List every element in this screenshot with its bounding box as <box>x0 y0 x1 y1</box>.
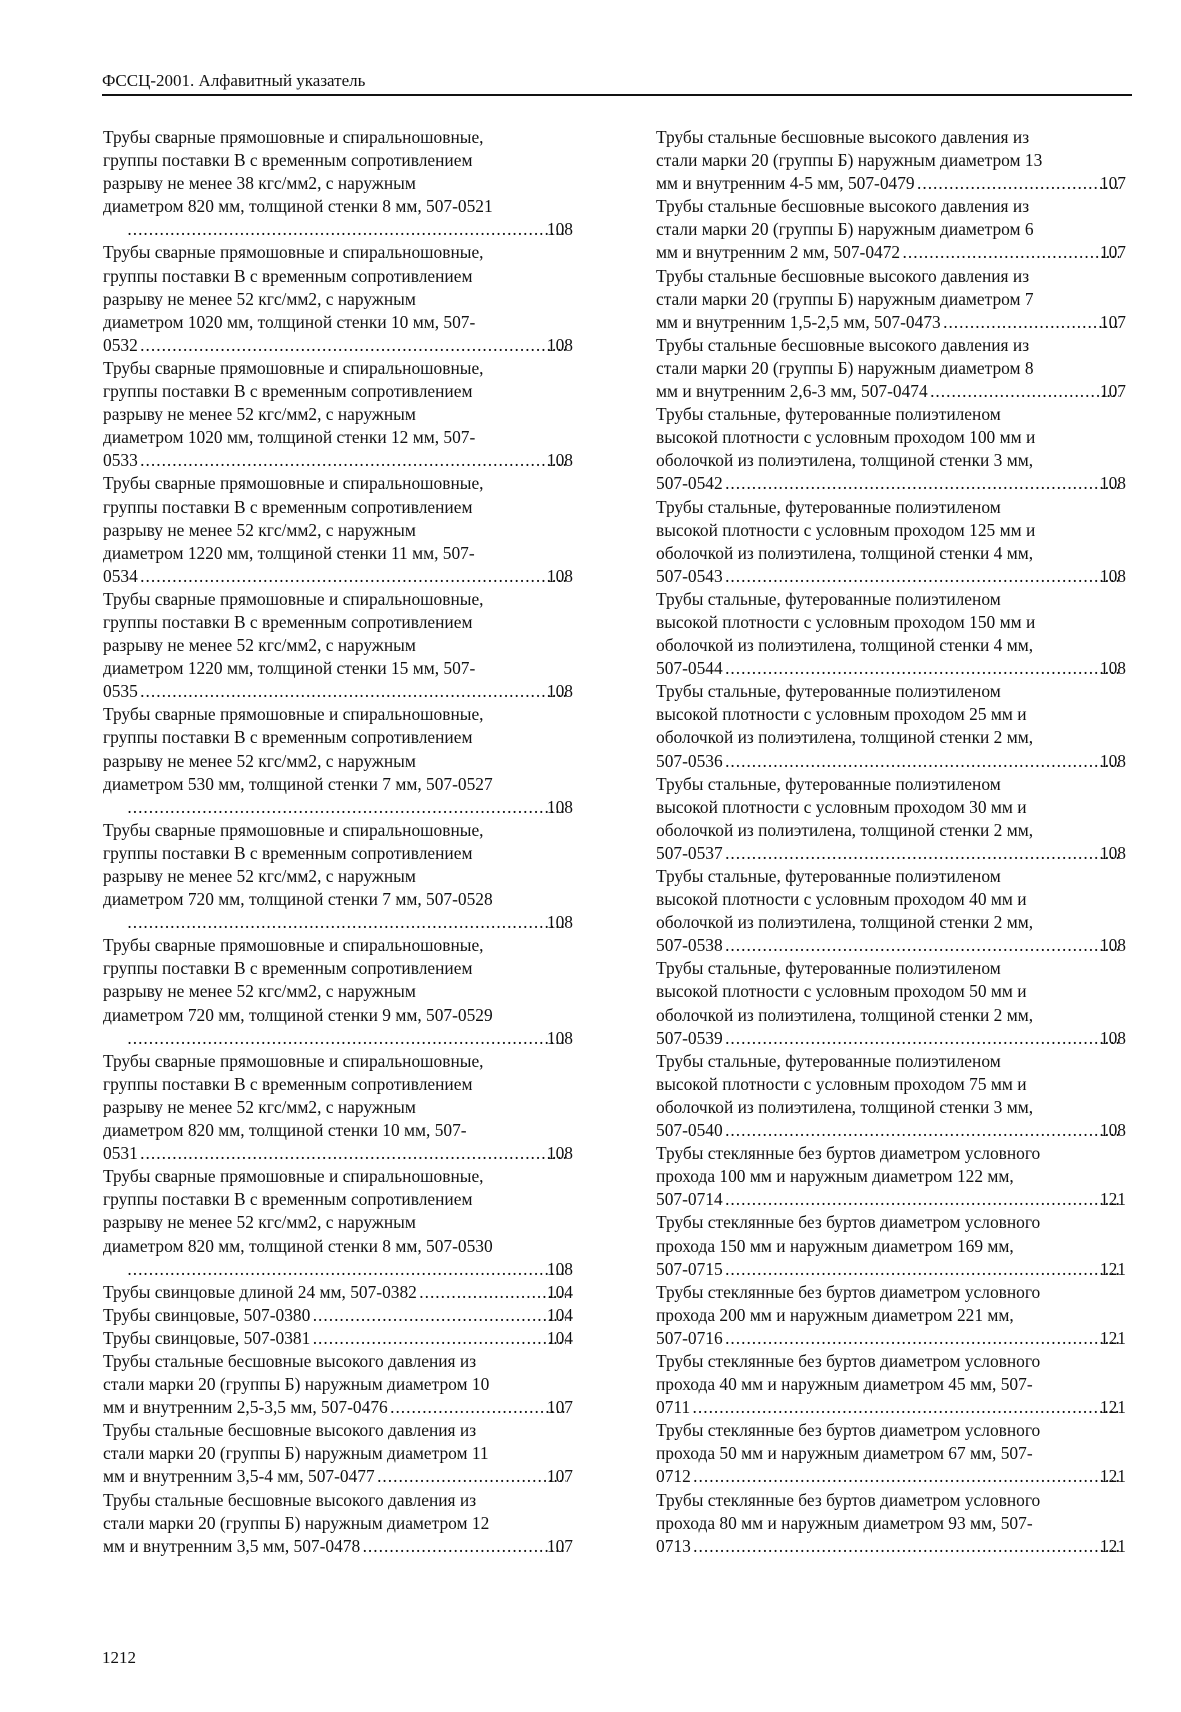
entry-tail-text: 507-0715 <box>656 1258 723 1279</box>
entry-line: прохода 80 мм и наружным диаметром 93 мм, 507- <box>656 1512 1033 1533</box>
entry-page-ref: 107 <box>546 1466 573 1487</box>
entry-line: диаметром 1220 мм, толщиной стенки 15 мм, 507- <box>103 658 476 679</box>
entry-tail-text: мм и внутренним 4-5 мм, 507-0479 <box>656 173 915 194</box>
entry-line: Трубы стальные бесшовные высокого давления из <box>656 196 1030 217</box>
dot-leader <box>363 1535 566 1558</box>
dot-leader <box>693 1396 1119 1419</box>
entry-page-ref: 108 <box>1099 935 1126 956</box>
index-entry <box>103 1050 573 1165</box>
entry-tail-text: мм и внутренним 3,5-4 мм, 507-0477 <box>103 1466 375 1487</box>
dot-leader <box>726 842 1119 865</box>
entry-line: разрыву не менее 52 кгс/мм2, с наружным <box>103 519 416 540</box>
entry-page-ref: 108 <box>1099 565 1126 586</box>
entry-last-line <box>103 565 573 588</box>
index-entry <box>656 1050 1126 1142</box>
index-entry <box>656 1350 1126 1419</box>
entry-line: диаметром 820 мм, толщиной стенки 8 мм, 507-0530 <box>103 1235 493 1256</box>
entry-line: Трубы сварные прямошовные и спиральношовные, <box>103 819 484 840</box>
entry-line: высокой плотности с условным проходом 125 мм и <box>656 519 1036 540</box>
index-entry <box>103 819 573 934</box>
dot-leader <box>128 1258 566 1281</box>
entry-page-ref: 108 <box>546 219 573 240</box>
index-entry <box>656 957 1126 1049</box>
index-entry <box>103 1281 573 1304</box>
index-entry <box>103 1165 573 1280</box>
entry-last-line <box>656 1396 1126 1419</box>
entry-line: группы поставки В с временным сопротивлением <box>103 1189 473 1210</box>
entry-line: диаметром 1220 мм, толщиной стенки 11 мм, 507- <box>103 542 475 563</box>
dot-leader <box>903 241 1119 264</box>
index-entry <box>656 588 1126 680</box>
entry-line: диаметром 1020 мм, толщиной стенки 10 мм, 507- <box>103 311 476 332</box>
index-column-left <box>103 126 573 1558</box>
entry-page-ref: 121 <box>1099 1535 1126 1556</box>
entry-page-ref: 104 <box>546 1327 573 1348</box>
index-entry <box>656 1142 1126 1211</box>
entry-line: Трубы стальные, футерованные полиэтиленом <box>656 958 1001 979</box>
entry-line: Трубы сварные прямошовные и спиральношовные, <box>103 357 484 378</box>
entry-line: стали марки 20 (группы Б) наружным диаметром 11 <box>103 1443 489 1464</box>
entry-tail-text: мм и внутренним 2,6-3 мм, 507-0474 <box>656 381 928 402</box>
entry-last-line <box>656 1027 1126 1050</box>
entry-tail-text: Трубы свинцовые, 507-0380 <box>103 1304 311 1325</box>
index-entry <box>103 1304 573 1327</box>
dot-leader <box>378 1465 566 1488</box>
entry-line: диаметром 530 мм, толщиной стенки 7 мм, 507-0527 <box>103 773 493 794</box>
entry-line: Трубы сварные прямошовные и спиральношовные, <box>103 1166 484 1187</box>
entry-tail-text: 0533 <box>103 450 138 471</box>
entry-line: Трубы сварные прямошовные и спиральношовные, <box>103 1050 484 1071</box>
dot-leader <box>726 472 1119 495</box>
entry-line: прохода 40 мм и наружным диаметром 45 мм, 507- <box>656 1374 1033 1395</box>
entry-line: Трубы стальные бесшовные высокого давления из <box>103 1350 477 1371</box>
entry-tail-text: 507-0538 <box>656 935 723 956</box>
entry-tail-text: 0534 <box>103 565 138 586</box>
entry-last-line <box>103 449 573 472</box>
dot-leader <box>694 1465 1119 1488</box>
entry-line: оболочкой из полиэтилена, толщиной стенки 2 мм, <box>656 912 1034 933</box>
entry-line: Трубы стальные, футерованные полиэтиленом <box>656 681 1001 702</box>
entry-line: группы поставки В с временным сопротивлением <box>103 150 473 171</box>
entry-line: высокой плотности с условным проходом 50 мм и <box>656 981 1027 1002</box>
dot-leader <box>141 680 566 703</box>
entry-line: группы поставки В с временным сопротивлением <box>103 265 473 286</box>
entry-line: прохода 50 мм и наружным диаметром 67 мм, 507- <box>656 1443 1033 1464</box>
dot-leader <box>141 1142 566 1165</box>
dot-leader <box>931 380 1119 403</box>
entry-last-line <box>103 1396 573 1419</box>
entry-last-line <box>125 1027 573 1050</box>
entry-tail-text: мм и внутренним 3,5 мм, 507-0478 <box>103 1535 361 1556</box>
entry-tail-text: мм и внутренним 2,5-3,5 мм, 507-0476 <box>103 1397 388 1418</box>
index-entry <box>656 865 1126 957</box>
entry-last-line <box>656 934 1126 957</box>
entry-tail-text: 0712 <box>656 1466 691 1487</box>
entry-line: высокой плотности с условным проходом 150 мм и <box>656 611 1036 632</box>
entry-tail-text: 0531 <box>103 1143 138 1164</box>
entry-page-ref: 107 <box>1099 242 1126 263</box>
entry-line: Трубы стеклянные без буртов диаметром условного <box>656 1281 1041 1302</box>
index-entry <box>656 1211 1126 1280</box>
index-entry <box>103 472 573 587</box>
dot-leader <box>726 565 1119 588</box>
entry-line: оболочкой из полиэтилена, толщиной стенки 3 мм, <box>656 1096 1034 1117</box>
entry-last-line <box>103 680 573 703</box>
entry-line: Трубы сварные прямошовные и спиральношовные, <box>103 473 484 494</box>
dot-leader <box>128 1027 566 1050</box>
dot-leader <box>128 911 566 934</box>
entry-page-ref: 108 <box>1099 1027 1126 1048</box>
entry-line: группы поставки В с временным сопротивлением <box>103 842 473 863</box>
dot-leader <box>726 750 1119 773</box>
entry-last-line <box>656 1258 1126 1281</box>
entry-tail-text: 0711 <box>656 1397 691 1418</box>
entry-last-line <box>656 1188 1126 1211</box>
entry-line: Трубы стальные, футерованные полиэтиленом <box>656 404 1001 425</box>
entry-last-line <box>103 1142 573 1165</box>
entry-last-line <box>103 1465 573 1488</box>
entry-tail-text: 507-0537 <box>656 842 723 863</box>
entry-last-line <box>656 842 1126 865</box>
index-entry <box>103 934 573 1049</box>
entry-line: группы поставки В с временным сопротивлением <box>103 611 473 632</box>
dot-leader <box>391 1396 566 1419</box>
index-entry <box>656 1419 1126 1488</box>
entry-page-ref: 108 <box>1099 658 1126 679</box>
entry-tail-text: 507-0542 <box>656 473 723 494</box>
entry-page-ref: 108 <box>1099 842 1126 863</box>
entry-tail-text: 507-0714 <box>656 1189 723 1210</box>
entry-tail-text: 0713 <box>656 1535 691 1556</box>
entry-tail-text: 0535 <box>103 681 138 702</box>
entry-page-ref: 104 <box>546 1304 573 1325</box>
entry-last-line <box>125 1258 573 1281</box>
entry-line: высокой плотности с условным проходом 40 мм и <box>656 889 1027 910</box>
index-entry <box>103 126 573 241</box>
entry-line: группы поставки В с временным сопротивлением <box>103 727 473 748</box>
entry-line: стали марки 20 (группы Б) наружным диаметром 13 <box>656 150 1043 171</box>
dot-leader <box>726 657 1119 680</box>
index-entry <box>103 1489 573 1558</box>
entry-line: Трубы сварные прямошовные и спиральношовные, <box>103 127 484 147</box>
index-entry <box>103 703 573 818</box>
entry-line: оболочкой из полиэтилена, толщиной стенки 4 мм, <box>656 635 1034 656</box>
entry-line: разрыву не менее 52 кгс/мм2, с наружным <box>103 750 416 771</box>
entry-line: Трубы стеклянные без буртов диаметром условного <box>656 1489 1041 1510</box>
index-entry <box>103 241 573 356</box>
index-entry <box>103 588 573 703</box>
entry-line: разрыву не менее 52 кгс/мм2, с наружным <box>103 981 416 1002</box>
entry-page-ref: 121 <box>1099 1258 1126 1279</box>
index-entry <box>656 334 1126 403</box>
entry-line: стали марки 20 (группы Б) наружным диаметром 7 <box>656 288 1034 309</box>
entry-page-ref: 121 <box>1099 1466 1126 1487</box>
entry-page-ref: 108 <box>546 1258 573 1279</box>
entry-line: диаметром 820 мм, толщиной стенки 10 мм, 507- <box>103 1120 467 1141</box>
index-entry <box>656 773 1126 865</box>
index-entry <box>656 1489 1126 1558</box>
entry-page-ref: 108 <box>546 796 573 817</box>
entry-page-ref: 108 <box>546 334 573 355</box>
entry-page-ref: 108 <box>1099 750 1126 771</box>
entry-page-ref: 107 <box>546 1535 573 1556</box>
page-number: 1212 <box>102 1648 136 1667</box>
entry-last-line <box>656 750 1126 773</box>
dot-leader <box>726 1119 1119 1142</box>
entry-line: группы поставки В с временным сопротивлением <box>103 381 473 402</box>
entry-page-ref: 107 <box>1099 311 1126 332</box>
entry-tail-text: 0532 <box>103 334 138 355</box>
index-entry <box>103 357 573 472</box>
dot-leader <box>918 172 1119 195</box>
entry-line: Трубы сварные прямошовные и спиральношовные, <box>103 935 484 956</box>
dot-leader <box>128 796 566 819</box>
entry-line: прохода 100 мм и наружным диаметром 122 мм, <box>656 1166 1014 1187</box>
index-column-right <box>656 126 1126 1558</box>
entry-tail-text: 507-0536 <box>656 750 723 771</box>
entry-page-ref: 107 <box>1099 381 1126 402</box>
entry-line: Трубы стальные бесшовные высокого давления из <box>103 1420 477 1441</box>
entry-line: Трубы сварные прямошовные и спиральношовные, <box>103 704 484 725</box>
entry-last-line <box>125 796 573 819</box>
entry-line: группы поставки В с временным сопротивлением <box>103 1073 473 1094</box>
dot-leader <box>420 1281 566 1304</box>
entry-line: Трубы стеклянные без буртов диаметром условного <box>656 1420 1041 1441</box>
entry-last-line <box>103 334 573 357</box>
entry-line: Трубы стальные, футерованные полиэтиленом <box>656 866 1001 886</box>
entry-page-ref: 108 <box>546 450 573 471</box>
entry-line: Трубы стальные бесшовные высокого давления из <box>656 127 1030 147</box>
entry-last-line <box>656 657 1126 680</box>
entry-line: оболочкой из полиэтилена, толщиной стенки 2 мм, <box>656 1004 1034 1025</box>
dot-leader <box>726 1258 1119 1281</box>
entry-line: Трубы стальные, футерованные полиэтиленом <box>656 1050 1001 1071</box>
entry-last-line <box>656 1535 1126 1558</box>
entry-line: разрыву не менее 38 кгс/мм2, с наружным <box>103 173 416 194</box>
index-entry <box>103 1327 573 1350</box>
entry-tail-text: Трубы свинцовые, 507-0381 <box>103 1327 311 1348</box>
entry-line: Трубы сварные прямошовные и спиральношовные, <box>103 242 484 263</box>
entry-line: оболочкой из полиэтилена, толщиной стенки 4 мм, <box>656 542 1034 563</box>
entry-tail-text: 507-0544 <box>656 658 723 679</box>
header-title: ФССЦ-2001. Алфавитный указатель <box>102 71 366 90</box>
entry-line: стали марки 20 (группы Б) наружным диаметром 12 <box>103 1512 490 1533</box>
entry-last-line <box>656 472 1126 495</box>
entry-page-ref: 108 <box>546 565 573 586</box>
entry-tail-text: 507-0540 <box>656 1120 723 1141</box>
entry-line: прохода 150 мм и наружным диаметром 169 мм, <box>656 1235 1014 1256</box>
entry-last-line <box>656 172 1126 195</box>
entry-line: Трубы стеклянные без буртов диаметром условного <box>656 1143 1041 1164</box>
index-entry <box>103 1419 573 1488</box>
entry-line: разрыву не менее 52 кгс/мм2, с наружным <box>103 866 416 886</box>
entry-line: диаметром 720 мм, толщиной стенки 9 мм, 507-0529 <box>103 1004 493 1025</box>
entry-page-ref: 108 <box>546 1143 573 1164</box>
entry-page-ref: 121 <box>1099 1327 1126 1348</box>
entry-last-line <box>125 218 573 241</box>
entry-tail-text: Трубы свинцовые длиной 24 мм, 507-0382 <box>103 1281 417 1302</box>
entry-line: стали марки 20 (группы Б) наружным диаметром 8 <box>656 357 1034 378</box>
running-header <box>102 68 1132 96</box>
entry-line: разрыву не менее 52 кгс/мм2, с наружным <box>103 404 416 425</box>
dot-leader <box>726 1188 1119 1211</box>
entry-line: разрыву не менее 52 кгс/мм2, с наружным <box>103 1096 416 1117</box>
entry-tail-text: мм и внутренним 1,5-2,5 мм, 507-0473 <box>656 311 941 332</box>
entry-line: стали марки 20 (группы Б) наружным диаметром 10 <box>103 1374 490 1395</box>
entry-page-ref: 108 <box>1099 1120 1126 1141</box>
entry-line: диаметром 820 мм, толщиной стенки 8 мм, 507-0521 <box>103 196 493 217</box>
entry-page-ref: 108 <box>546 681 573 702</box>
entry-last-line <box>103 1327 573 1350</box>
entry-line: оболочкой из полиэтилена, толщиной стенки 2 мм, <box>656 727 1034 748</box>
entry-last-line <box>656 1119 1126 1142</box>
entry-page-ref: 107 <box>1099 173 1126 194</box>
entry-line: высокой плотности с условным проходом 75 мм и <box>656 1073 1027 1094</box>
entry-line: разрыву не менее 52 кгс/мм2, с наружным <box>103 288 416 309</box>
entry-last-line <box>656 1465 1126 1488</box>
dot-leader <box>944 311 1119 334</box>
entry-line: разрыву не менее 52 кгс/мм2, с наружным <box>103 1212 416 1233</box>
index-entry <box>656 126 1126 195</box>
entry-last-line <box>103 1535 573 1558</box>
entry-line: высокой плотности с условным проходом 30 мм и <box>656 796 1027 817</box>
entry-line: прохода 200 мм и наружным диаметром 221 мм, <box>656 1304 1014 1325</box>
entry-line: высокой плотности с условным проходом 25 мм и <box>656 704 1027 725</box>
index-entry <box>656 265 1126 334</box>
entry-line: Трубы стальные бесшовные высокого давления из <box>656 334 1030 355</box>
entry-line: группы поставки В с временным сопротивлением <box>103 958 473 979</box>
dot-leader <box>141 565 566 588</box>
dot-leader <box>313 1327 566 1350</box>
entry-page-ref: 107 <box>546 1397 573 1418</box>
entry-line: оболочкой из полиэтилена, толщиной стенки 2 мм, <box>656 819 1034 840</box>
index-entry <box>103 1350 573 1419</box>
index-entry <box>656 195 1126 264</box>
entry-last-line <box>656 241 1126 264</box>
index-entry <box>656 680 1126 772</box>
entry-tail-text: 507-0543 <box>656 565 723 586</box>
entry-line: Трубы стальные, футерованные полиэтиленом <box>656 773 1001 794</box>
entry-last-line <box>656 1327 1126 1350</box>
index-entry <box>656 1281 1126 1350</box>
index-entry <box>656 496 1126 588</box>
dot-leader <box>726 1327 1119 1350</box>
entry-last-line <box>656 311 1126 334</box>
entry-page-ref: 108 <box>546 912 573 933</box>
entry-line: диаметром 1020 мм, толщиной стенки 12 мм, 507- <box>103 427 476 448</box>
dot-leader <box>141 449 566 472</box>
entry-line: высокой плотности с условным проходом 100 мм и <box>656 427 1036 448</box>
dot-leader <box>694 1535 1119 1558</box>
entry-line: Трубы стальные, футерованные полиэтиленом <box>656 588 1001 609</box>
entry-page-ref: 121 <box>1099 1397 1126 1418</box>
entry-last-line <box>656 565 1126 588</box>
entry-line: Трубы стальные бесшовные высокого давления из <box>103 1489 477 1510</box>
entry-page-ref: 121 <box>1099 1189 1126 1210</box>
entry-line: Трубы стальные бесшовные высокого давления из <box>656 265 1030 286</box>
entry-last-line <box>103 1281 573 1304</box>
dot-leader <box>726 1027 1119 1050</box>
dot-leader <box>141 334 566 357</box>
entry-line: Трубы сварные прямошовные и спиральношовные, <box>103 588 484 609</box>
entry-page-ref: 108 <box>1099 473 1126 494</box>
entry-page-ref: 108 <box>546 1027 573 1048</box>
dot-leader <box>128 218 566 241</box>
entry-tail-text: 507-0716 <box>656 1327 723 1348</box>
entry-line: разрыву не менее 52 кгс/мм2, с наружным <box>103 635 416 656</box>
entry-last-line <box>125 911 573 934</box>
dot-leader <box>726 934 1119 957</box>
entry-line: Трубы стальные, футерованные полиэтиленом <box>656 496 1001 517</box>
entry-line: Трубы стеклянные без буртов диаметром условного <box>656 1350 1041 1371</box>
entry-tail-text: мм и внутренним 2 мм, 507-0472 <box>656 242 901 263</box>
entry-tail-text: 507-0539 <box>656 1027 723 1048</box>
entry-line: диаметром 720 мм, толщиной стенки 7 мм, 507-0528 <box>103 889 493 910</box>
entry-line: Трубы стеклянные без буртов диаметром условного <box>656 1212 1041 1233</box>
entry-line: стали марки 20 (группы Б) наружным диаметром 6 <box>656 219 1034 240</box>
dot-leader <box>313 1304 566 1327</box>
entry-page-ref: 104 <box>546 1281 573 1302</box>
entry-last-line <box>103 1304 573 1327</box>
entry-line: группы поставки В с временным сопротивлением <box>103 496 473 517</box>
entry-last-line <box>656 380 1126 403</box>
index-entry <box>656 403 1126 495</box>
entry-line: оболочкой из полиэтилена, толщиной стенки 3 мм, <box>656 450 1034 471</box>
